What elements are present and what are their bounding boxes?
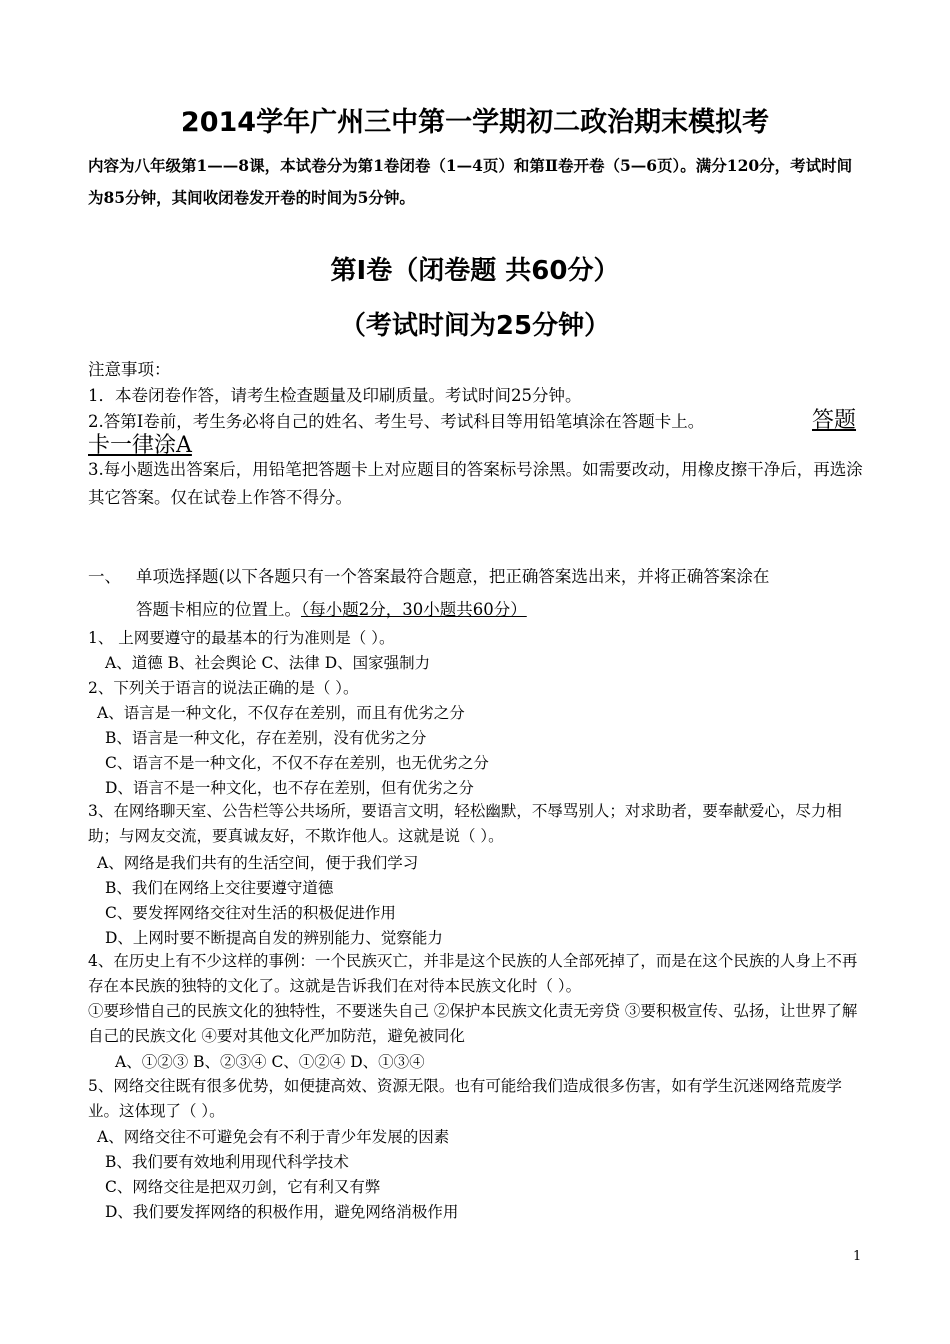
exam-title: 2014学年广州三中第一学期初二政治期末模拟考 bbox=[180, 107, 770, 138]
question-5-option-d: D、我们要发挥网络的积极作用，避免网络消极作用 bbox=[105, 1203, 459, 1221]
question-3: 3、在网络聊天室、公告栏等公共场所，要语言文明，轻松幽默，不辱骂别人；对求助者，要奉献爱心，尽力相助；与网友交流，要真诚友好，不欺诈他人。这就是说（ ）。 bbox=[88, 802, 842, 845]
part1-number: 一、 bbox=[88, 567, 121, 586]
part1-line2-pre: 答题卡相应的位置上。 bbox=[136, 600, 301, 619]
section-subtitle: （考试时间为25分钟） bbox=[339, 311, 611, 341]
page-number: 1 bbox=[853, 1249, 862, 1264]
notice-item-2-tail-b: 卡一律涂A bbox=[88, 433, 192, 458]
question-2-option-c: C、语言不是一种文化，不仅不存在差别，也无优劣之分 bbox=[105, 754, 489, 772]
section-title: 第I卷（闭卷题 共60分） bbox=[330, 256, 620, 286]
question-2-option-d: D、语言不是一种文化，也不存在差别，但有优劣之分 bbox=[105, 779, 474, 797]
question-2-option-a: A、语言是一种文化，不仅存在差别，而且有优劣之分 bbox=[97, 704, 465, 722]
question-3-option-a: A、网络是我们共有的生活空间，便于我们学习 bbox=[97, 854, 419, 872]
question-1-options: A、道德 B、社会舆论 C、法律 D、国家强制力 bbox=[105, 654, 431, 672]
part1-line2 bbox=[136, 596, 527, 620]
question-4: 4、在历史上有不少这样的事例：一个民族灭亡，并非是这个民族的人全部死掉了，而是在这个民族的人身上不再存在本民族的独特的文化了。这就是告诉我们在对待本民族文化时（ ）。 bbox=[88, 952, 858, 995]
question-5-option-a: A、网络交往不可避免会有不利于青少年发展的因素 bbox=[97, 1128, 450, 1146]
question-5-option-b: B、我们要有效地利用现代科学技术 bbox=[105, 1153, 349, 1171]
question-2: 2、下列关于语言的说法正确的是（ ）。 bbox=[88, 679, 359, 697]
notice-item-2: 2.答第I卷前，考生务必将自己的姓名、考生号、考试科目等用铅笔填涂在答题卡上。 bbox=[88, 412, 705, 431]
question-2-option-b: B、语言是一种文化，存在差别，没有优劣之分 bbox=[105, 729, 427, 747]
exam-intro: 内容为八年级第1——8课，本试卷分为第1卷闭卷（1—4页）和第Ⅱ卷开卷（5—6页）。满分120分，考试时间为85分钟，其间收闭卷发开卷的时间为5分钟。 bbox=[88, 156, 853, 207]
notice-heading: 注意事项： bbox=[88, 360, 171, 379]
notice-item-3: 3.每小题选出答案后，用铅笔把答题卡上对应题目的答案标号涂黑。如需要改动，用橡皮擦干净后，再选涂其它答案。仅在试卷上作答不得分。 bbox=[88, 460, 863, 507]
question-1: 1、 上网要遵守的最基本的行为准则是（ ）。 bbox=[88, 629, 395, 647]
question-3-option-d: D、上网时要不断提高自发的辨别能力、觉察能力 bbox=[105, 929, 443, 947]
part1-line1: 单项选择题(以下各题只有一个答案最符合题意，把正确答案选出来，并将正确答案涂在 bbox=[136, 567, 770, 586]
question-5: 5、网络交往既有很多优势，如便捷高效、资源无限。也有可能给我们造成很多伤害，如有学生沉迷网络荒废学业。这体现了（ ）。 bbox=[88, 1077, 842, 1120]
question-5-option-c: C、网络交往是把双刃剑，它有利又有弊 bbox=[105, 1178, 381, 1196]
notice-item-2-tail-a: 答题 bbox=[812, 408, 857, 433]
question-3-option-b: B、我们在网络上交往要遵守道德 bbox=[105, 879, 334, 897]
part1-line2-scoring: （每小题2分，30小题共60分） bbox=[301, 600, 527, 619]
question-3-option-c: C、要发挥网络交往对生活的积极促进作用 bbox=[105, 904, 396, 922]
question-4-options: A、①②③ B、②③④ C、①②④ D、①③④ bbox=[115, 1053, 425, 1071]
notice-item-1: 1．本卷闭卷作答，请考生检查题量及印刷质量。考试时间25分钟。 bbox=[88, 386, 582, 405]
question-4-statements: ①要珍惜自己的民族文化的独特性，不要迷失自己 ②保护本民族文化责无旁贷 ③要积极宣传、弘扬，让世界了解自己的民族文化 ④要对其他文化严加防范，避免被同化 bbox=[88, 1002, 858, 1045]
